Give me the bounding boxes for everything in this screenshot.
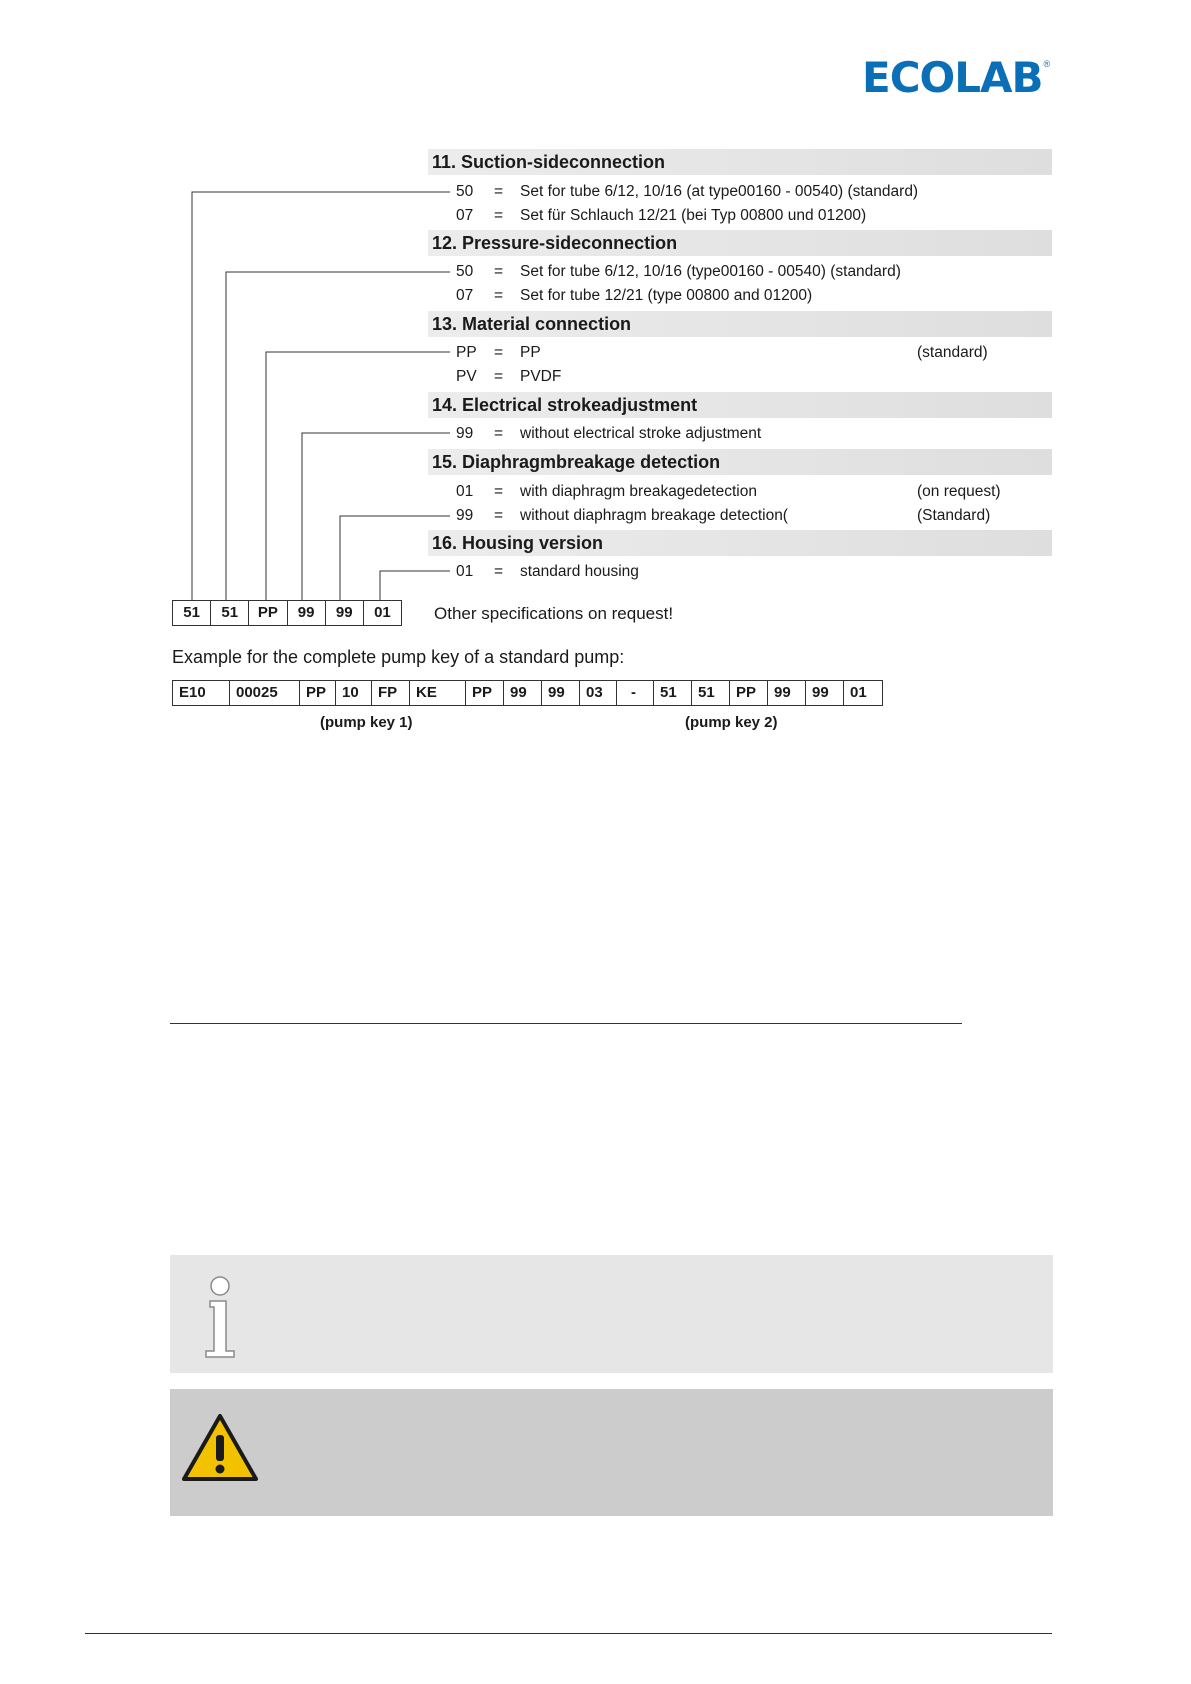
- option-equals: =: [494, 263, 504, 280]
- full-key-cell: -: [617, 681, 654, 705]
- option-note: (on request): [917, 483, 1001, 500]
- option-equals: =: [494, 287, 504, 304]
- option-code: 07: [456, 287, 474, 304]
- option-description: Set für Schlauch 12/21 (bei Typ 00800 und 01200): [520, 207, 867, 224]
- full-key-cell: 01: [850, 684, 867, 701]
- option-code: 07: [456, 207, 474, 224]
- other-specifications-text: Other specifications on request!: [434, 604, 674, 623]
- option-equals: =: [494, 344, 504, 361]
- option-code: 01: [456, 483, 474, 500]
- section-title: 16. Housing version: [432, 533, 604, 553]
- connector-line-16: [380, 571, 450, 600]
- option-description: PVDF: [520, 368, 562, 385]
- section-header-housing: [428, 530, 1052, 556]
- warning-icon: [180, 1413, 260, 1485]
- option-description: with diaphragm breakagedetection: [520, 483, 757, 500]
- section-header-stroke: [428, 392, 1052, 418]
- option-equals: =: [494, 207, 504, 224]
- section-header-pressure: [428, 230, 1052, 256]
- option-equals: =: [494, 368, 504, 385]
- full-key-cell: PP: [466, 681, 504, 705]
- option-note: (Standard): [917, 507, 991, 524]
- example-label: Example for the complete pump key of a standard pump:: [172, 647, 625, 667]
- option-description: standard housing: [520, 563, 639, 580]
- option-description: Set for tube 12/21 (type 00800 and 01200): [520, 287, 813, 304]
- full-key-cell: 99: [542, 681, 580, 705]
- key-cell: PP: [249, 601, 287, 625]
- full-key-cell: KE: [410, 681, 466, 705]
- section-header-diaphragm: [428, 449, 1052, 475]
- logo-text: ECOLAB: [862, 53, 1043, 102]
- option-description: without electrical stroke adjustment: [520, 425, 762, 442]
- option-description: Set for tube 6/12, 10/16 (type00160 - 00540) (standard): [520, 263, 901, 280]
- full-key-cell: 51: [654, 681, 692, 705]
- full-key-cell: PP: [730, 681, 768, 705]
- section-title: 12. Pressure-sideconnection: [432, 233, 678, 253]
- key-cell: 99: [326, 601, 364, 625]
- option-note: (standard): [917, 344, 988, 361]
- full-key-cell: 99: [504, 681, 542, 705]
- pump-key-2-box: [172, 600, 402, 626]
- option-equals: =: [494, 483, 504, 500]
- section-header-material: [428, 311, 1052, 337]
- key-cell: 51: [173, 601, 211, 625]
- full-key-cell: 03: [580, 681, 617, 705]
- option-code: 01: [456, 563, 474, 580]
- option-code: PP: [456, 344, 477, 361]
- full-key-cell: PP: [300, 681, 336, 705]
- option-code: PV: [456, 368, 477, 385]
- full-key-cell: 99: [806, 681, 844, 705]
- option-code: 99: [456, 425, 474, 442]
- option-code: 50: [456, 263, 474, 280]
- pump-key-1-caption: (pump key 1): [320, 714, 413, 731]
- horizontal-divider: [170, 1023, 962, 1024]
- pump-key-2-caption: (pump key 2): [685, 714, 778, 731]
- option-description: Set for tube 6/12, 10/16 (at type00160 - 00540) (standard): [520, 183, 919, 200]
- info-icon: [196, 1275, 256, 1365]
- connector-line-12: [226, 272, 450, 600]
- option-equals: =: [494, 507, 504, 524]
- full-key-cell: 10: [336, 681, 372, 705]
- logo-registered-mark: ®: [1043, 59, 1051, 69]
- connector-line-11: [192, 192, 450, 600]
- full-key-cell: 00025: [230, 681, 300, 705]
- full-key-cell: 51: [692, 681, 730, 705]
- warning-notice-box: [170, 1389, 1053, 1516]
- section-title: 15. Diaphragmbreakage detection: [432, 452, 721, 472]
- key-cell: 51: [211, 601, 249, 625]
- option-code: 99: [456, 507, 474, 524]
- section-header-suction: [428, 149, 1052, 175]
- option-code: 50: [456, 183, 474, 200]
- section-title: 11. Suction-sideconnection: [432, 152, 666, 172]
- section-title: 14. Electrical strokeadjustment: [432, 395, 698, 415]
- connector-line-13: [266, 352, 450, 600]
- key-cell: 99: [288, 601, 326, 625]
- connector-line-15: [340, 516, 450, 600]
- option-description: PP: [520, 344, 541, 361]
- full-key-cell: 99: [768, 681, 806, 705]
- option-equals: =: [494, 563, 504, 580]
- option-description: without diaphragm breakage detection(: [520, 507, 788, 524]
- option-equals: =: [494, 183, 504, 200]
- section-title: 13. Material connection: [432, 314, 632, 334]
- footer-divider: [85, 1633, 1052, 1634]
- complete-pump-key: [172, 680, 883, 706]
- info-notice-box: [170, 1255, 1053, 1373]
- key-cell: 01: [374, 604, 391, 621]
- full-key-cell: FP: [372, 681, 410, 705]
- full-key-cell: E10: [173, 681, 230, 705]
- option-equals: =: [494, 425, 504, 442]
